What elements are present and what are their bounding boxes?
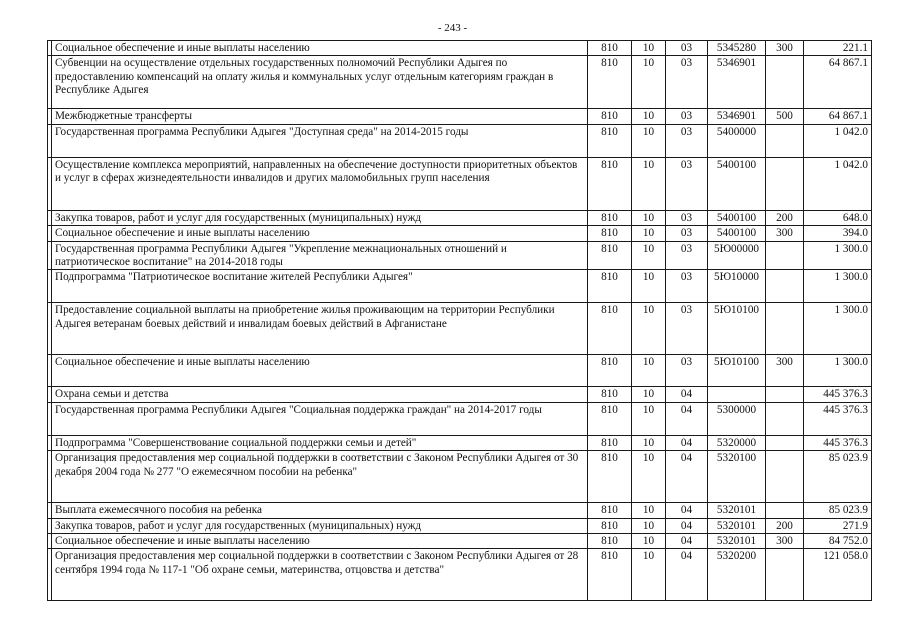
target-article-code: 5320101 — [708, 503, 766, 518]
section-code: 10 — [632, 534, 666, 549]
ministry-code: 810 — [588, 435, 632, 450]
table-row — [48, 534, 872, 549]
row-name: Социальное обеспечение и иные выплаты населению — [52, 355, 588, 387]
amount: 1 042.0 — [804, 157, 872, 210]
ministry-code: 810 — [588, 402, 632, 435]
subsection-code: 03 — [666, 56, 708, 109]
subsection-code: 03 — [666, 303, 708, 355]
target-article-code: 5320000 — [708, 435, 766, 450]
expense-type-code — [766, 303, 804, 355]
expense-type-code — [766, 157, 804, 210]
expense-type-code — [766, 549, 804, 601]
subsection-code: 04 — [666, 518, 708, 533]
amount: 445 376.3 — [804, 435, 872, 450]
subsection-code: 03 — [666, 41, 708, 56]
table-row — [48, 210, 872, 225]
table-row — [48, 41, 872, 56]
section-code: 10 — [632, 124, 666, 157]
target-article-code: 5400100 — [708, 157, 766, 210]
section-code: 10 — [632, 355, 666, 387]
target-article-code: 5Ю10100 — [708, 355, 766, 387]
row-name: Выплата ежемесячного пособия на ребенка — [52, 503, 588, 518]
table-row — [48, 503, 872, 518]
target-article-code — [708, 387, 766, 402]
amount: 394.0 — [804, 226, 872, 241]
section-code: 10 — [632, 451, 666, 503]
expense-type-code — [766, 402, 804, 435]
subsection-code: 03 — [666, 241, 708, 270]
subsection-code: 03 — [666, 270, 708, 303]
expense-type-code — [766, 435, 804, 450]
subsection-code: 03 — [666, 355, 708, 387]
row-name: Осуществление комплекса мероприятий, направленных на обеспечение доступности приоритетных объектов и услуг в сферах жизнедеятельности инвалидов и других маломобильных групп населения — [52, 157, 588, 210]
subsection-code: 03 — [666, 124, 708, 157]
row-name: Закупка товаров, работ и услуг для государственных (муниципальных) нужд — [52, 518, 588, 533]
section-code: 10 — [632, 210, 666, 225]
table-row — [48, 226, 872, 241]
amount: 648.0 — [804, 210, 872, 225]
subsection-code: 04 — [666, 451, 708, 503]
section-code: 10 — [632, 109, 666, 124]
target-article-code: 5320101 — [708, 518, 766, 533]
ministry-code: 810 — [588, 534, 632, 549]
subsection-code: 04 — [666, 549, 708, 601]
amount: 271.9 — [804, 518, 872, 533]
expense-type-code — [766, 451, 804, 503]
ministry-code: 810 — [588, 157, 632, 210]
table-row — [48, 435, 872, 450]
target-article-code: 5300000 — [708, 402, 766, 435]
amount: 1 300.0 — [804, 241, 872, 270]
row-name: Социальное обеспечение и иные выплаты населению — [52, 226, 588, 241]
row-name: Социальное обеспечение и иные выплаты населению — [52, 534, 588, 549]
row-name: Организация предоставления мер социальной поддержки в соответствии с Законом Республики Адыгея от 30 декабря 2004 года № 277 "О ежемесячном пособии на ребенка" — [52, 451, 588, 503]
row-name: Государственная программа Республики Адыгея "Доступная среда" на 2014-2015 годы — [52, 124, 588, 157]
target-article-code: 5345280 — [708, 41, 766, 56]
amount: 84 752.0 — [804, 534, 872, 549]
amount: 1 300.0 — [804, 270, 872, 303]
subsection-code: 04 — [666, 534, 708, 549]
amount: 445 376.3 — [804, 402, 872, 435]
row-name: Подпрограмма "Совершенствование социальной поддержки семьи и детей" — [52, 435, 588, 450]
table-row — [48, 303, 872, 355]
table-row — [48, 241, 872, 270]
expense-type-code: 300 — [766, 534, 804, 549]
target-article-code: 5400100 — [708, 210, 766, 225]
expense-type-code: 500 — [766, 109, 804, 124]
subsection-code: 04 — [666, 387, 708, 402]
expense-type-code — [766, 124, 804, 157]
row-name: Организация предоставления мер социальной поддержки в соответствии с Законом Республики Адыгея от 28 сентября 1994 года № 117-1 "Об охране семьи, материнства, отцовства и детства" — [52, 549, 588, 601]
table-row — [48, 56, 872, 109]
amount: 445 376.3 — [804, 387, 872, 402]
target-article-code: 5320200 — [708, 549, 766, 601]
target-article-code: 5Ю00000 — [708, 241, 766, 270]
table-row — [48, 402, 872, 435]
expense-type-code: 200 — [766, 210, 804, 225]
target-article-code: 5320101 — [708, 534, 766, 549]
section-code: 10 — [632, 549, 666, 601]
subsection-code: 03 — [666, 210, 708, 225]
expense-type-code — [766, 56, 804, 109]
expense-type-code: 300 — [766, 355, 804, 387]
target-article-code: 5346901 — [708, 56, 766, 109]
expense-type-code — [766, 270, 804, 303]
amount: 121 058.0 — [804, 549, 872, 601]
section-code: 10 — [632, 402, 666, 435]
section-code: 10 — [632, 56, 666, 109]
section-code: 10 — [632, 241, 666, 270]
row-name: Предоставление социальной выплаты на приобретение жилья проживающим на территории Республики Адыгея ветеранам боевых действий и инвалидам боевых действий в Афганистане — [52, 303, 588, 355]
ministry-code: 810 — [588, 226, 632, 241]
amount: 64 867.1 — [804, 109, 872, 124]
ministry-code: 810 — [588, 451, 632, 503]
row-name: Социальное обеспечение и иные выплаты населению — [52, 41, 588, 56]
subsection-code: 04 — [666, 402, 708, 435]
table-row — [48, 387, 872, 402]
table-row — [48, 518, 872, 533]
row-name: Закупка товаров, работ и услуг для государственных (муниципальных) нужд — [52, 210, 588, 225]
target-article-code: 5Ю10100 — [708, 303, 766, 355]
ministry-code: 810 — [588, 518, 632, 533]
section-code: 10 — [632, 41, 666, 56]
target-article-code: 5400100 — [708, 226, 766, 241]
expense-type-code: 300 — [766, 226, 804, 241]
expense-type-code — [766, 241, 804, 270]
row-name: Межбюджетные трансферты — [52, 109, 588, 124]
row-name: Субвенции на осуществление отдельных государственных полномочий Республики Адыгея по предоставлению компенсаций на оплату жилья и коммунальных услуг отдельным категориям граждан в Республике Адыгея — [52, 56, 588, 109]
amount: 221.1 — [804, 41, 872, 56]
section-code: 10 — [632, 226, 666, 241]
target-article-code: 5400000 — [708, 124, 766, 157]
row-name: Государственная программа Республики Адыгея "Укрепление межнациональных отношений и патриотическое воспитание" на 2014-2018 годы — [52, 241, 588, 270]
subsection-code: 03 — [666, 226, 708, 241]
table-row — [48, 355, 872, 387]
ministry-code: 810 — [588, 109, 632, 124]
table-row — [48, 124, 872, 157]
target-article-code: 5346901 — [708, 109, 766, 124]
subsection-code: 03 — [666, 109, 708, 124]
page-number: - 243 - — [437, 22, 468, 34]
ministry-code: 810 — [588, 124, 632, 157]
table-row — [48, 549, 872, 601]
ministry-code: 810 — [588, 41, 632, 56]
row-name: Подпрограмма "Патриотическое воспитание жителей Республики Адыгея" — [52, 270, 588, 303]
expense-type-code — [766, 503, 804, 518]
section-code: 10 — [632, 303, 666, 355]
ministry-code: 810 — [588, 303, 632, 355]
expense-type-code: 200 — [766, 518, 804, 533]
row-name: Государственная программа Республики Адыгея "Социальная поддержка граждан" на 2014-2017 годы — [52, 402, 588, 435]
section-code: 10 — [632, 503, 666, 518]
table-row — [48, 109, 872, 124]
amount: 1 300.0 — [804, 303, 872, 355]
ministry-code: 810 — [588, 210, 632, 225]
subsection-code: 04 — [666, 503, 708, 518]
amount: 1 042.0 — [804, 124, 872, 157]
budget-table — [47, 40, 872, 601]
amount: 85 023.9 — [804, 503, 872, 518]
ministry-code: 810 — [588, 549, 632, 601]
amount: 1 300.0 — [804, 355, 872, 387]
section-code: 10 — [632, 435, 666, 450]
ministry-code: 810 — [588, 503, 632, 518]
ministry-code: 810 — [588, 387, 632, 402]
table-row — [48, 270, 872, 303]
ministry-code: 810 — [588, 56, 632, 109]
row-name: Охрана семьи и детства — [52, 387, 588, 402]
ministry-code: 810 — [588, 241, 632, 270]
ministry-code: 810 — [588, 270, 632, 303]
section-code: 10 — [632, 387, 666, 402]
target-article-code: 5Ю10000 — [708, 270, 766, 303]
subsection-code: 03 — [666, 157, 708, 210]
target-article-code: 5320100 — [708, 451, 766, 503]
section-code: 10 — [632, 518, 666, 533]
subsection-code: 04 — [666, 435, 708, 450]
expense-type-code — [766, 387, 804, 402]
section-code: 10 — [632, 270, 666, 303]
table-row — [48, 157, 872, 210]
section-code: 10 — [632, 157, 666, 210]
ministry-code: 810 — [588, 355, 632, 387]
expense-type-code: 300 — [766, 41, 804, 56]
table-row — [48, 451, 872, 503]
amount: 64 867.1 — [804, 56, 872, 109]
amount: 85 023.9 — [804, 451, 872, 503]
